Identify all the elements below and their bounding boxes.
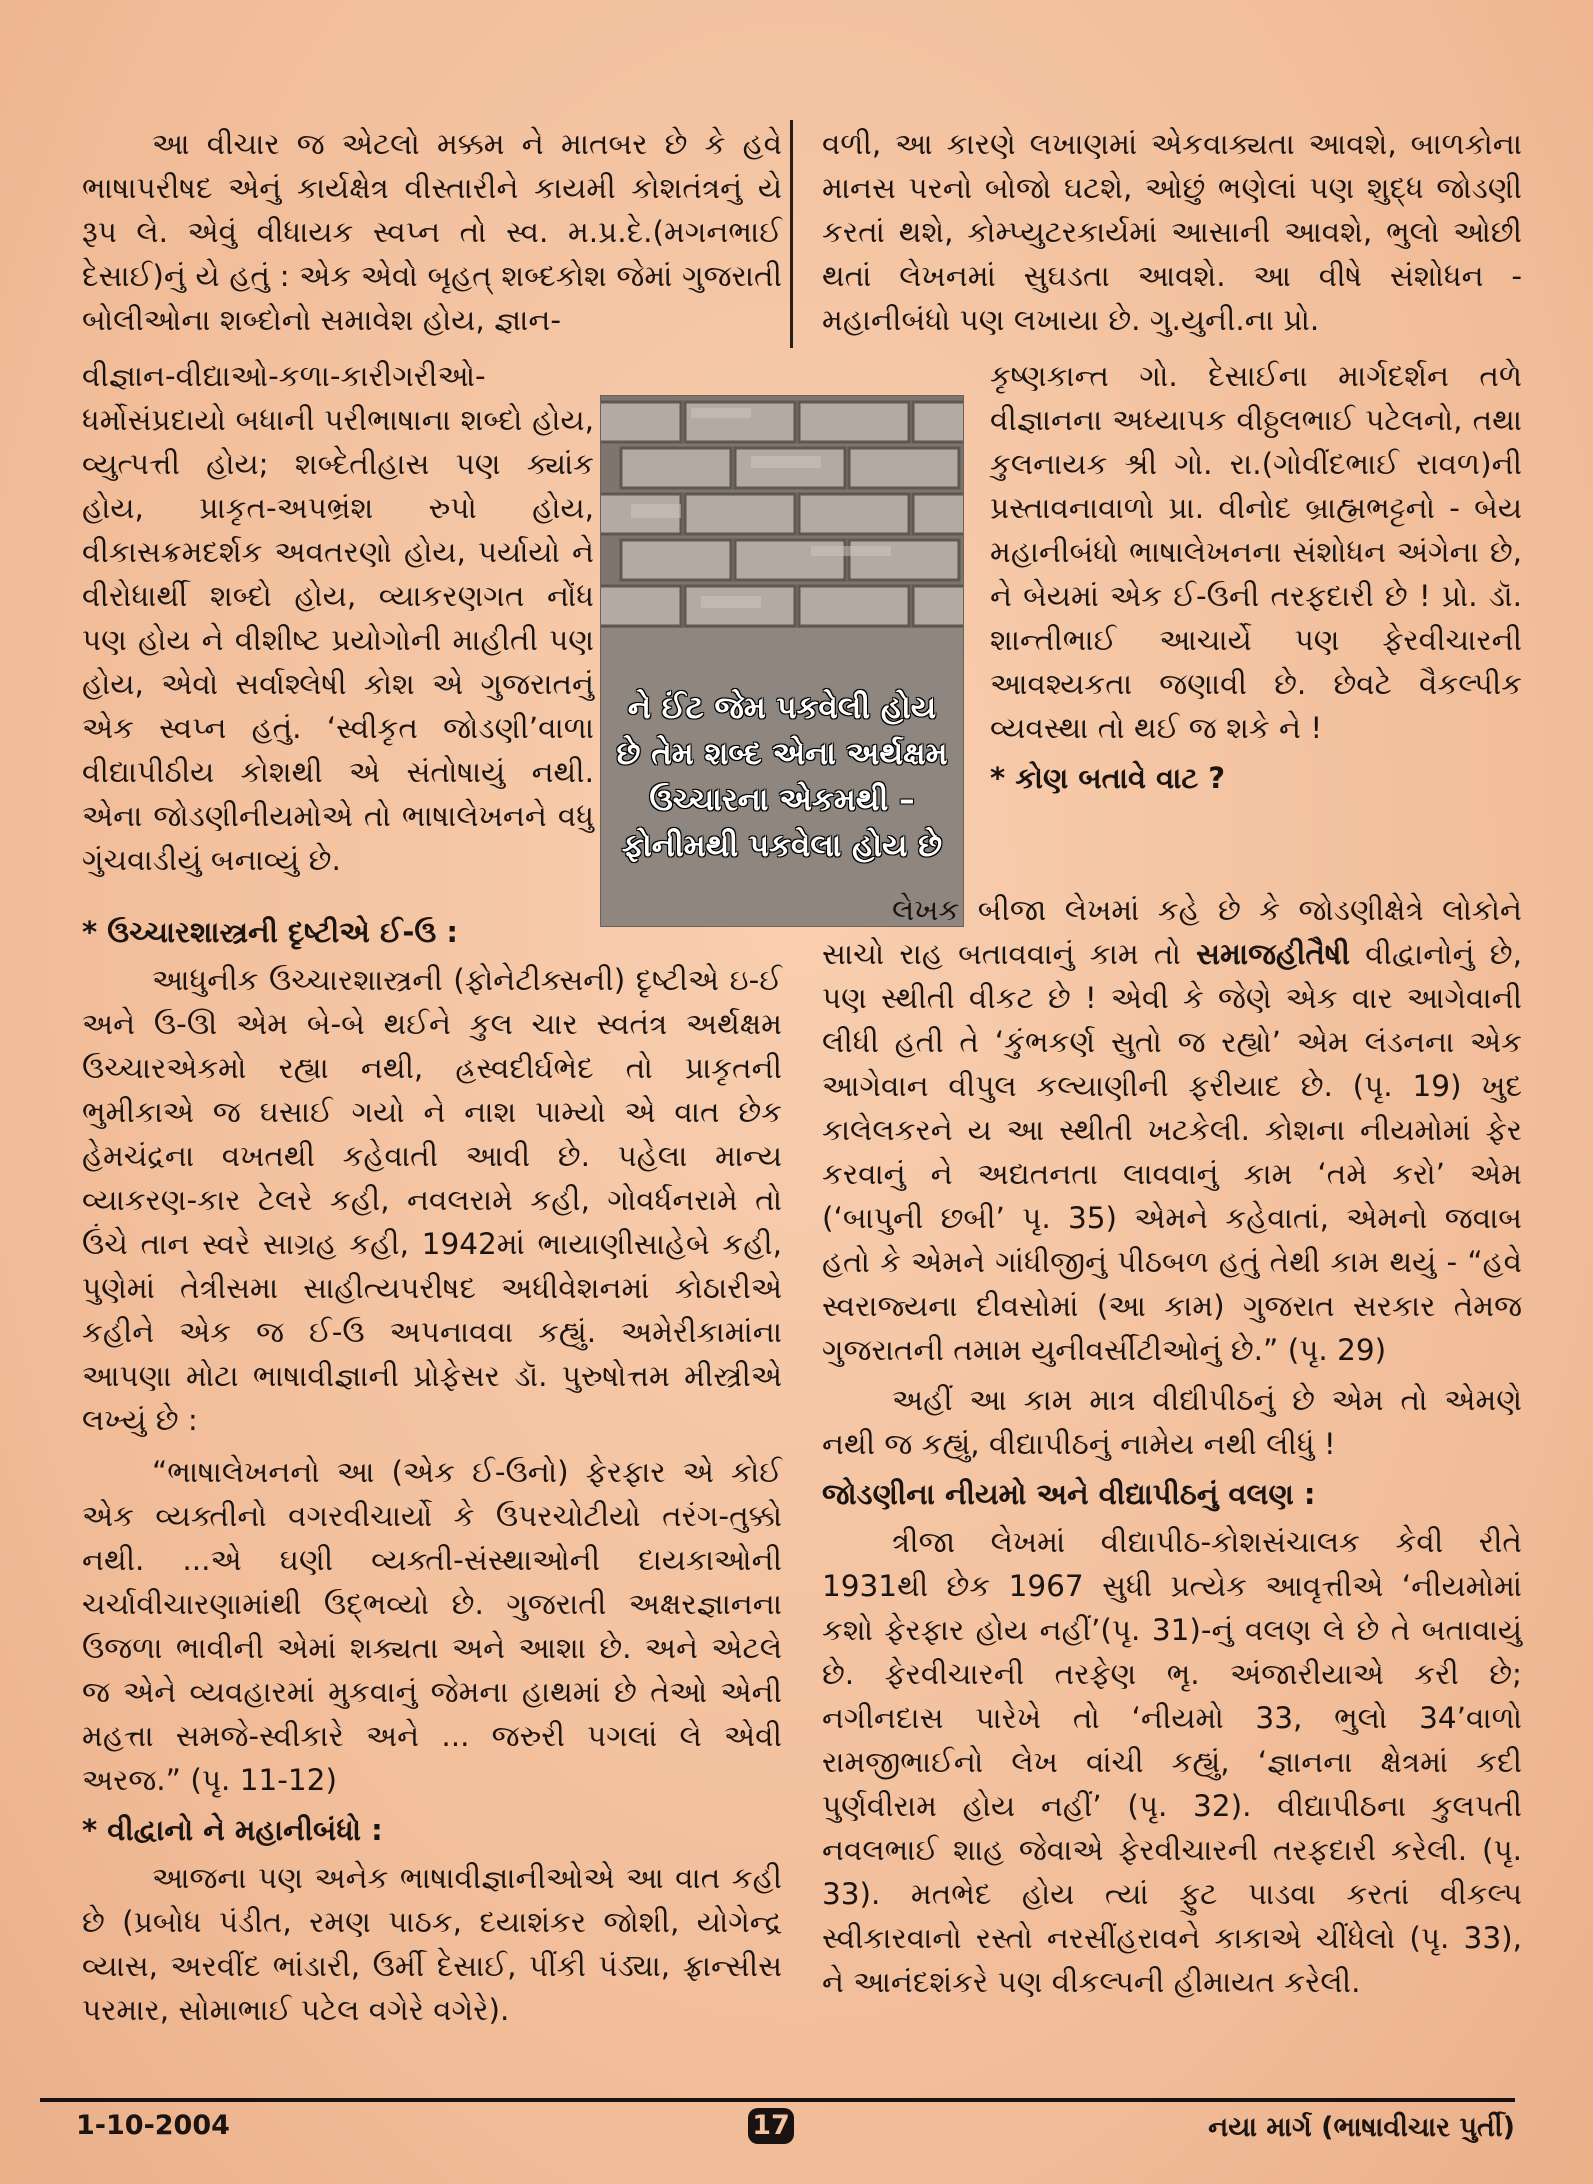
left-column-wrap	[82, 354, 594, 882]
right-paragraph-2-bold: સમાજહીતૈષી	[1196, 937, 1350, 971]
left-paragraph-2: આધુનીક ઉચ્ચારશાસ્ત્રની (ફોનેટીક્સની) દૃષ્ટીએ ઇ-ઈ અને ઉ-ઊ એમ બે-બે થઈને કુલ ચાર સ્વતંત્ર અર્થક્ષમ ઉચ્ચારએકમો રહ્યા નથી, હ્રસ્વદીર્ઘભેદ તો પ્રાકૃતની ભુમીકાએ જ ઘસાઈ ગયો ને નાશ પામ્યો એ વાત છેક હેમચંદ્રના વખતથી કહેવાતી આવી છે. પહેલા માન્ય વ્યાકરણ-કાર ટેલરે કહી, નવલરામે કહી, ગોવર્ધનરામે તો ઉંચે તાન સ્વરે સાગ્રહ કહી, 1942માં ભાયાણીસાહેબે કહી, પુણેમાં તેત્રીસમા સાહીત્યપરીષદ અધીવેશનમાં કોઠારીએ કહીને એક જ ઈ-ઉ અપનાવવા કહ્યું. અમેરીકામાંના આપણા મોટા ભાષાવીજ્ઞાની પ્રોફેસર ડૉ. પુરુષોત્તમ મીસ્ત્રીએ લખ્યું છે :	[82, 963, 782, 1437]
footer-date: 1-10-2004	[76, 2110, 230, 2141]
left-paragraph-4: આજના પણ અનેક ભાષાવીજ્ઞાનીઓએ આ વાત કહી છે (પ્રબોધ પંડીત, રમણ પાઠક, દયાશંકર જોશી, યોગેન્દ્ર વ્યાસ, અરવીંદ ભાંડારી, ઉર્મી દેસાઈ, પીંકી પંડ્યા, ફ્રાન્સીસ પરમાર, સોમાભાઈ પટેલ વગેરે વગેરે).	[82, 1861, 782, 2027]
footer-rule	[40, 2098, 1515, 2102]
page-number: 17	[748, 2108, 794, 2144]
left-paragraph-1: આ વીચાર જ એટલો મક્કમ ને માતબર છે કે હવે ભાષાપરીષદ એનું કાર્યક્ષેત્ર વીસ્તારીને કાયમી કોશતંત્રનું યે રૂપ લે. એવું વીધાયક સ્વપ્ન તો સ્વ. મ.પ્ર.દે.(મગનભાઈ દેસાઈ)નું યે હતું : એક એવો બૃહત્ શબ્દકોશ જેમાં ગુજરાતી બોલીઓના શબ્દોનો સમાવેશ હોય, જ્ઞાન-	[82, 127, 782, 337]
right-column-wrap	[990, 354, 1522, 804]
right-paragraph-4: ત્રીજા લેખમાં વીદ્યાપીઠ-કોશસંચાલક કેવી રીતે 1931થી છેક 1967 સુધી પ્રત્યેક આવૃત્તીએ ‘નીયમોમાં કશો ફેરફાર હોય નહીં’(પૃ. 31)-નું વલણ લે છે તે બતાવાયું છે. ફેરવીચારની તરફેણ ભૃ. અંજારીયાએ કરી છે; નગીનદાસ પારેખે તો ‘નીયમો 33, ભુલો 34’વાળો રામજીભાઈનો લેખ વાંચી કહ્યું, ‘જ્ઞાનના ક્ષેત્રમાં કદી પુર્ણવીરામ હોય નહીં’ (પૃ. 32). વીદ્યાપીઠના કુલપતી નવલભાઈ શાહ જેવાએ ફેરવીચારની તરફદારી કરેલી. (પૃ. 33). મતભેદ હોય ત્યાં ફુટ પાડવા કરતાં વીકલ્પ સ્વીકારવાનો રસ્તો નરસીંહરાવને કાકાએ ચીંધેલો (પૃ. 33), ને આનંદશંકરે પણ વીકલ્પની હીમાયત કરેલી.	[822, 1525, 1522, 1999]
section-heading-phonetics: * ઉચ્ચારશાસ્ત્રની દૃષ્ટીએ ઈ-ઉ :	[82, 915, 459, 949]
right-paragraph-1-cont: કૃષ્ણકાન્ત ગો. દેસાઈના માર્ગદર્શન તળે વીજ્ઞાનના અધ્યાપક વીઠ્ઠલભાઈ પટેલનો, તથા કુલનાયક શ્રી ગો. રા.(ગોવીંદભાઈ રાવળ)ની પ્રસ્તાવનાવાળો પ્રા. વીનોદ બ્રાહ્મભટ્ટનો - બેય મહાનીબંધો ભાષાલેખનના સંશોધન અંગેના છે, ને બેયમાં એક ઈ-ઉની તરફદારી છે ! પ્રો. ડૉ. શાન્તીભાઈ આચાર્યે પણ ફેરવીચારની આવશ્યકતા જણાવી છે. છેવટે વૈકલ્પીક વ્યવસ્થા તો થઈ જ શકે ને !	[990, 359, 1522, 745]
right-paragraph-2-start: લેખક બીજા લેખમાં કહે છે કે જોડણીક્ષેત્રે લોકોને સાચો રાહ બતાવવાનું કામ તો	[822, 893, 1522, 971]
footer-publication-title: નયા માર્ગ (ભાષાવીચાર પુર્તી)	[1208, 2112, 1515, 2143]
section-heading-rules-vidyapith: જોડણીના નીયમો અને વીદ્યાપીઠનું વલણ :	[822, 1477, 1316, 1511]
right-paragraph-2-end: વીદ્વાનોનું છે, પણ સ્થીતી વીકટ છે ! એવી કે જેણે એક વાર આગેવાની લીધી હતી તે ‘કુંભકર્ણ સુતો જ રહ્યો’ એમ લંડનના એક આગેવાન વીપુલ કલ્યાણીની ફરીયાદ છે. (પૃ. 19) ખુદ કાલેલકરને ય આ સ્થીતી ખટકેલી. કોશના નીયમોમાં ફેર કરવાનું ને અદ્યતનતા લાવવાનું કામ ‘તમે કરો’ એમ (‘બાપુની છબી’ પૃ. 35) એમને કહેવાતાં, એમનો જવાબ હતો કે એમને ગાંધીજીનું પીઠબળ હતું તેથી કામ થયું - “હવે સ્વરાજ્યના દીવસોમાં (આ કામ) ગુજરાત સરકાર તેમજ ગુજરાતની તમામ યુનીવર્સીટીઓનું છે.” (પૃ. 29)	[822, 937, 1522, 1367]
pullquote-box	[600, 395, 964, 927]
right-paragraph-3: અહીં આ કામ માત્ર વીદ્યીપીઠનું છે એમ તો એમણે નથી જ કહ્યું, વીદ્યાપીઠનું નામેય નથી લીધું !	[822, 1383, 1522, 1461]
section-heading-scholars: * વીદ્વાનો ને મહાનીબંધો :	[82, 1813, 383, 1847]
left-column-main	[82, 904, 782, 2032]
pullquote-text: ને ઈંટ જેમ પકવેલી હોય છે તેમ શબ્દ એના અર્થક્ષમ ઉચ્ચારના એકમથી – ફોનીમથી પકવેલા હોય છે	[601, 628, 963, 926]
left-column-top	[82, 122, 782, 342]
right-paragraph-1: વળી, આ કારણે લખાણમાં એકવાક્યતા આવશે, બાળકોના માનસ પરનો બોજો ઘટશે, ઓછું ભણેલાં પણ શુદ્ધ જોડણી કરતાં થશે, કોમ્પ્યુટરકાર્યમાં આસાની આવશે, ભુલો ઓછી થતાં લેખનમાં સુઘડતા આવશે. આ વીષે સંશોધન - મહાનીબંધો પણ લખાયા છે. ગુ.યુની.ના પ્રો.	[822, 127, 1522, 337]
left-quote-paragraph: “ભાષાલેખનનો આ (એક ઈ-ઉનો) ફેરફાર એ કોઈ એક વ્યક્તીનો વગરવીચાર્યો કે ઉપરચોટીયો તરંગ-તુક્કો નથી. ...એ ઘણી વ્યક્તી-સંસ્થાઓની દાયકાઓની ચર્ચાવીચારણામાંથી ઉદ્ભવ્યો છે. ગુજરાતી અક્ષરજ્ઞાનના ઉજળા ભાવીની એમાં શક્યતા અને આશા છે. અને એટલે જ એને વ્યવહારમાં મુકવાનું જેમના હાથમાં છે તેઓ એની મહત્તા સમજે-સ્વીકારે અને ... જરુરી પગલાં લે એવી અરજ.” (પૃ. 11-12)	[82, 1455, 782, 1797]
brick-wall-image	[601, 396, 963, 646]
right-paragraph-2	[822, 888, 1522, 1372]
column-divider	[790, 120, 793, 348]
right-column-top	[822, 122, 1522, 342]
section-heading-who-shows-way: * કોણ બતાવે વાટ ?	[990, 761, 1226, 795]
right-column-main	[822, 888, 1522, 2004]
left-paragraph-1-cont: વીજ્ઞાન-વીદ્યાઓ-કળા-કારીગરીઓ-ધર્મોસંપ્રદાયો બધાની પરીભાષાના શબ્દો હોય, વ્યુત્પત્તી હોય; શબ્દેતીહાસ પણ ક્યાંક હોય, પ્રાકૃત-અપભ્રંશ રુપો હોય, વીકાસક્રમદર્શક અવતરણો હોય, પર્યાયો ને વીરોધાર્થી શબ્દો હોય, વ્યાકરણગત નોંધ પણ હોય ને વીશીષ્ટ પ્રયોગોની માહીતી પણ હોય, એવો સર્વાશ્લેષી કોશ એ ગુજરાતનું એક સ્વપ્ન હતું. ‘સ્વીકૃત જોડણી’વાળા વીદ્યાપીઠીય કોશથી એ સંતોષાયું નથી. એના જોડણીનીયમોએ તો ભાષાલેખનને વધુ ગુંચવાડીયું બનાવ્યું છે.	[82, 359, 594, 877]
